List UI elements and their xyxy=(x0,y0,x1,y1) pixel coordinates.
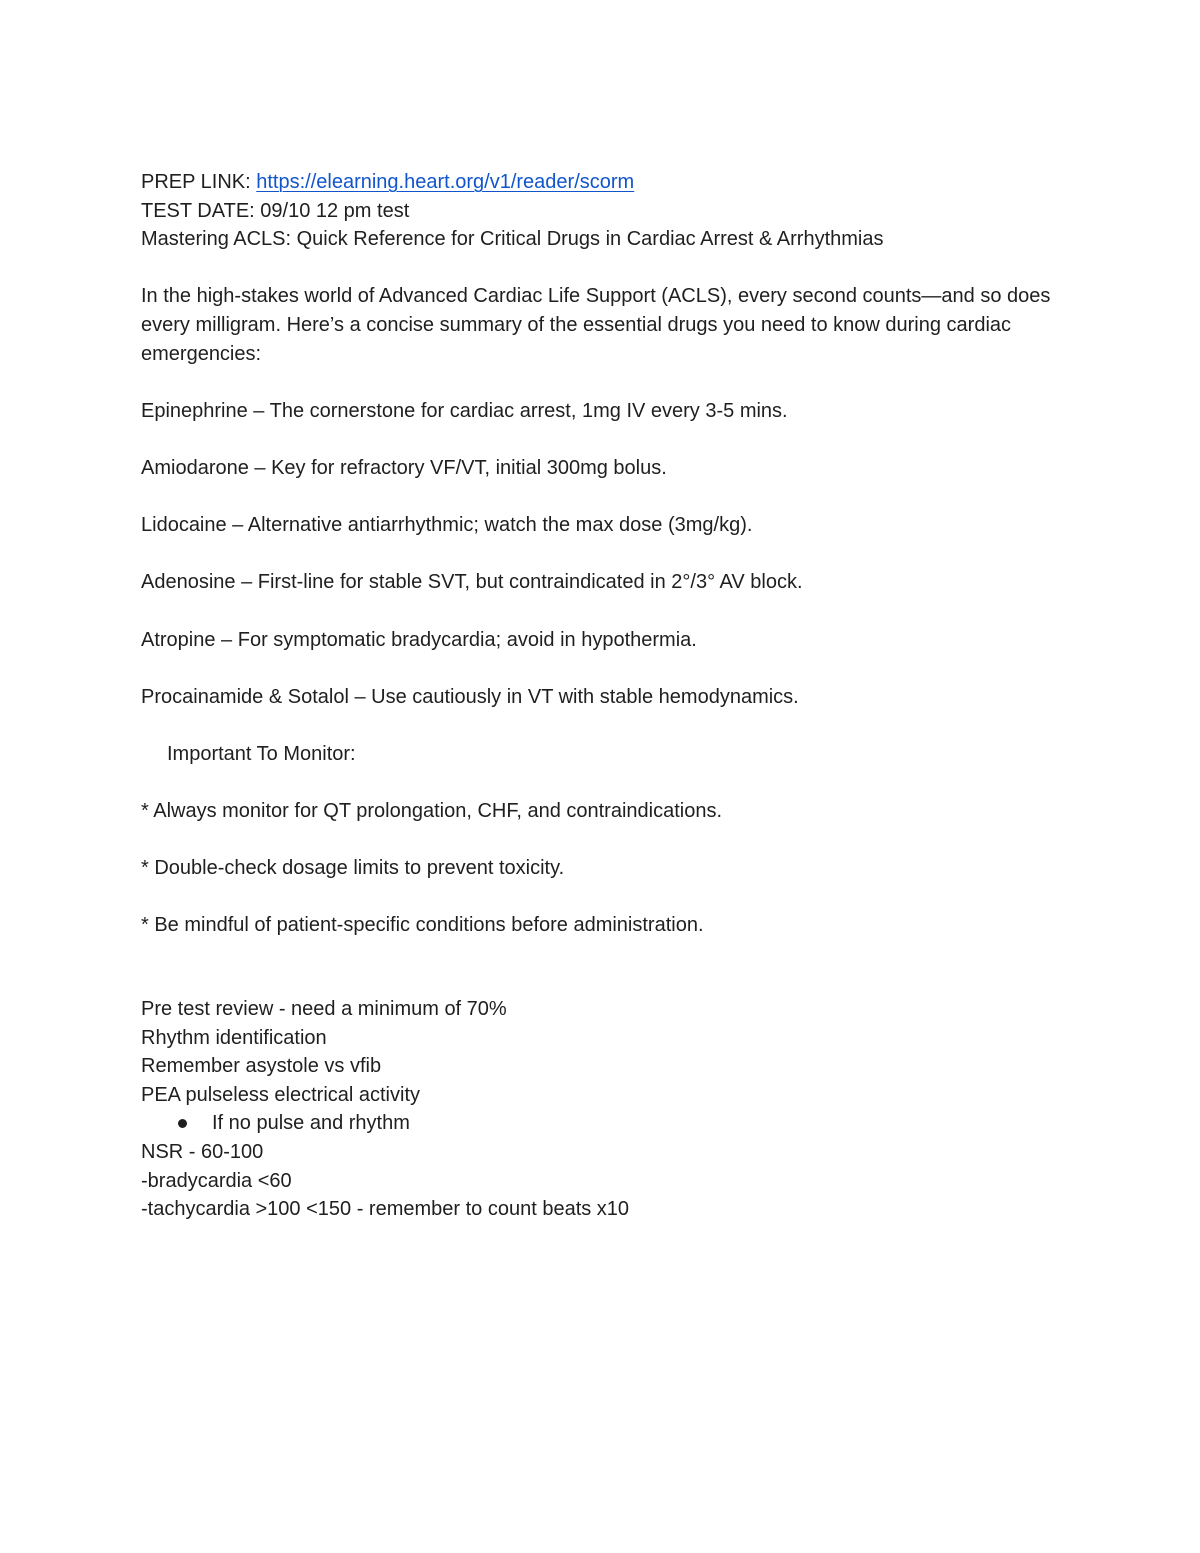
drug-amiodarone: Amiodarone – Key for refractory VF/VT, initial 300mg bolus. xyxy=(141,456,667,479)
monitor-item: * Always monitor for QT prolongation, CHF, and contraindications. xyxy=(141,800,723,823)
spacer xyxy=(141,425,1061,454)
monitor-heading: Important To Monitor: xyxy=(167,742,356,765)
monitor-item: * Be mindful of patient-specific conditions before administration. xyxy=(141,914,704,937)
review-line: -tachycardia >100 <150 - remember to count beats x10 xyxy=(141,1198,630,1221)
document-page xyxy=(141,168,1061,1224)
drug-atropine: Atropine – For symptomatic bradycardia; avoid in hypothermia. xyxy=(141,628,697,651)
spacer xyxy=(141,368,1061,397)
spacer xyxy=(141,826,1061,855)
prep-link[interactable]: https://elearning.heart.org/v1/reader/scorm xyxy=(256,171,635,193)
drug-epinephrine: Epinephrine – The cornerstone for cardiac arrest, 1mg IV every 3-5 mins. xyxy=(141,399,788,422)
spacer xyxy=(141,711,1061,740)
document-title: Mastering ACLS: Quick Reference for Critical Drugs in Cardiac Arrest & Arrhythmias xyxy=(141,228,884,251)
prep-link-line xyxy=(141,168,1061,197)
prep-link-label: PREP LINK: xyxy=(141,171,257,193)
review-line: -bradycardia <60 xyxy=(141,1169,292,1192)
spacer xyxy=(141,540,1061,569)
review-line: PEA pulseless electrical activity xyxy=(141,1083,421,1106)
review-line: Rhythm identification xyxy=(141,1026,327,1049)
bullet-text: If no pulse and rhythm xyxy=(212,1112,410,1135)
list-item xyxy=(141,1109,1061,1138)
drug-procainamide-sotalol: Procainamide & Sotalol – Use cautiously in VT with stable hemodynamics. xyxy=(141,685,799,708)
spacer xyxy=(141,940,1061,995)
spacer xyxy=(141,768,1061,797)
intro-paragraph: In the high-stakes world of Advanced Cardiac Life Support (ACLS), every second counts—and so does every milligram. Here’s a concise summary of the essential drugs you need to know during cardiac emergencies: xyxy=(141,285,1051,365)
review-line: NSR - 60-100 xyxy=(141,1141,264,1163)
drug-adenosine: Adenosine – First-line for stable SVT, but contraindicated in 2°/3° AV block. xyxy=(141,571,803,594)
spacer xyxy=(141,597,1061,626)
spacer xyxy=(141,654,1061,683)
spacer xyxy=(141,883,1061,912)
review-line: Pre test review - need a minimum of 70% xyxy=(141,998,507,1021)
spacer xyxy=(141,483,1061,512)
spacer xyxy=(141,254,1061,283)
review-line: Remember asystole vs vfib xyxy=(141,1055,382,1078)
test-date: TEST DATE: 09/10 12 pm test xyxy=(141,199,410,222)
monitor-item: * Double-check dosage limits to prevent toxicity. xyxy=(141,857,565,880)
bullet-icon xyxy=(178,1119,187,1128)
drug-lidocaine: Lidocaine – Alternative antiarrhythmic; watch the max dose (3mg/kg). xyxy=(141,514,753,537)
